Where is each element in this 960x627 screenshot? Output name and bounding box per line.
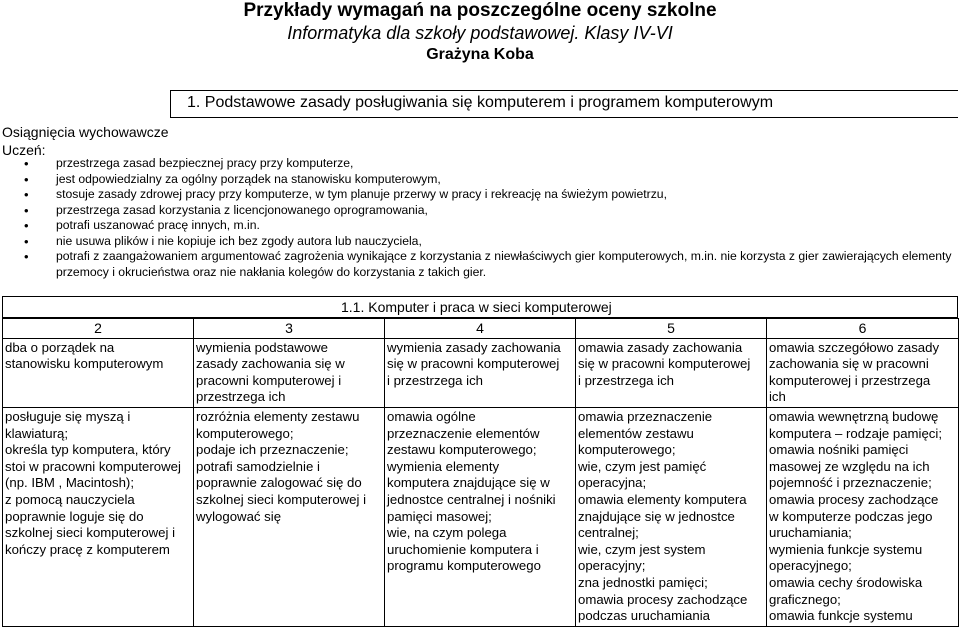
achievements-list [10, 156, 955, 280]
document-subtitle: Informatyka dla szkoły podstawowej. Klasy IV-VI [287, 23, 673, 43]
table-cell: wymienia podstawowe zasady zachowania się w pracowni komputerowej i przestrzega ich [194, 338, 385, 407]
grade-header: 2 [3, 319, 194, 339]
document-header [0, 0, 960, 66]
list-item: • przestrzega zasad korzystania z licencjonowanego oprogramowania, [10, 203, 955, 219]
list-item: • nie usuwa plików i nie kopiuje ich bez zgody autora lub nauczyciela, [10, 234, 955, 250]
table-cell: rozróżnia elementy zestawu komputerowego; podaje ich przeznaczenie; potrafi samodzielnie i poprawnie zalogować się do szkolnej sieci komputerowej i wylogować się [194, 407, 385, 626]
list-item: • przestrzega zasad bezpiecznej pracy przy komputerze, [10, 156, 955, 172]
table-cell: omawia szczegółowo zasady zachowania się w pracowni komputerowej i przestrzega ich [767, 338, 959, 407]
document-author: Grażyna Koba [426, 46, 534, 63]
list-item: • potrafi uszanować pracę innych, m.in. [10, 218, 955, 234]
list-item: • stosuje zasady zdrowej pracy przy komputerze, w tym planuje przerwy w pracy i rekreację na świeżym powietrzu, [10, 187, 955, 203]
table-row [3, 407, 959, 626]
list-item: • potrafi z zaangażowaniem argumentować zagrożenia wynikające z korzystania z niewłaściwych gier komputerowych, m.in. nie korzysta z gier zawierających elementy przemocy i okrucieństwa oraz nie nakłania kolegów do korzystania z takich gier. [10, 249, 955, 280]
table-cell: omawia zasady zachowania się w pracowni komputerowej i przestrzega ich [576, 338, 767, 407]
subsection-heading: 1.1. Komputer i praca w sieci komputerowej [341, 299, 612, 315]
grade-header: 4 [385, 319, 576, 339]
achievements-label: Osiągnięcia wychowawcze [2, 124, 169, 140]
table-cell: dba o porządek na stanowisku komputerowym [3, 338, 194, 407]
table-cell: omawia ogólne przeznaczenie elementów zestawu komputerowego; wymienia elementy komputera znajdujące się w jednostce centralnej i nośniki pamięci masowej; wie, na czym polega uruchomienie komputera i programu komputerowego [385, 407, 576, 626]
table-cell: omawia wewnętrzną budowę komputera – rodzaje pamięci; omawia nośniki pamięci masowej ze względu na ich pojemność i przeznaczenie; omawia procesy zachodzące w komputerze podczas jego uruchamiania; wymienia funkcje systemu operacyjnego; omawia cechy środowiska graficznego; omawia funkcje systemu [767, 407, 959, 626]
section-heading-box [170, 90, 958, 118]
subsection-heading-box [2, 296, 958, 318]
document-title: Przykłady wymagań na poszczególne oceny szkolne [243, 0, 717, 21]
section-heading: 1. Podstawowe zasady posługiwania się komputerem i programem komputerowym [187, 94, 774, 111]
table-row [3, 338, 959, 407]
grade-header: 6 [767, 319, 959, 339]
table-cell: omawia przeznaczenie elementów zestawu komputerowego; wie, czym jest pamięć operacyjna; omawia elementy komputera znajdujące się w jednostce centralnej; wie, czym jest system operacyjny; zna jednostki pamięci; omawia procesy zachodzące podczas uruchamiania [576, 407, 767, 626]
grades-table [2, 318, 959, 627]
student-label: Uczeń: [2, 142, 46, 158]
table-header-row [3, 319, 959, 339]
table-cell: wymienia zasady zachowania się w pracowni komputerowej i przestrzega ich [385, 338, 576, 407]
table-cell: posługuje się myszą i klawiaturą; określa typ komputera, który stoi w pracowni komputerowej (np. IBM , Macintosh); z pomocą nauczyciela poprawnie loguje się do szkolnej sieci komputerowej i kończy pracę z komputerem [3, 407, 194, 626]
grade-header: 3 [194, 319, 385, 339]
list-item: • jest odpowiedzialny za ogólny porządek na stanowisku komputerowym, [10, 172, 955, 188]
grade-header: 5 [576, 319, 767, 339]
